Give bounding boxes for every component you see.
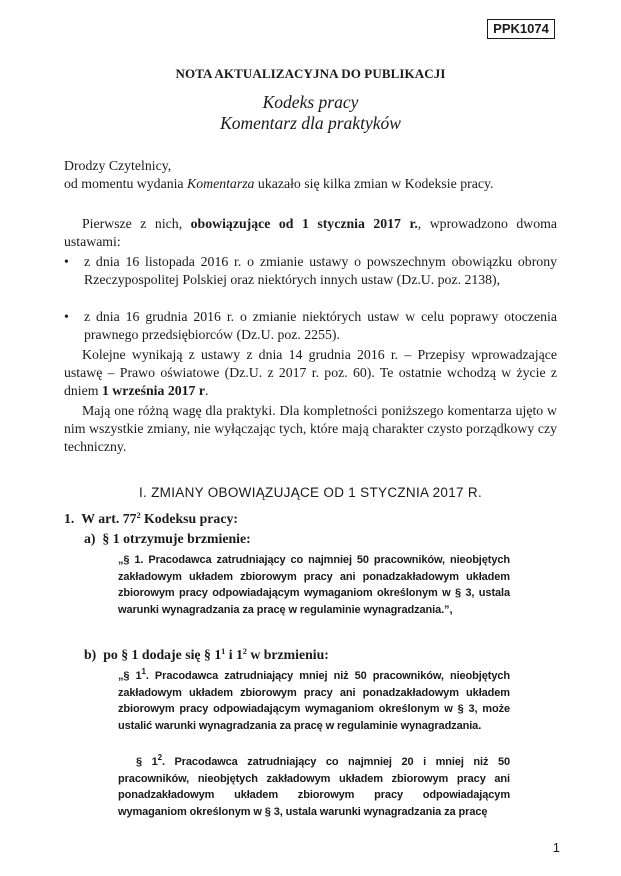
weight-paragraph: Mają one różną wagę dla praktyki. Dla kompletności poniższego komentarza ujęto w nim wszystkie zmiany, nie wyłączając tych, które mają charakter czysto porządkowy czy techniczny. xyxy=(64,403,557,454)
publication-code: PPK1074 xyxy=(487,19,555,39)
list-item-text: z dnia 16 grudnia 2016 r. o zmianie niektórych ustaw w celu poprawy otoczenia prawnego przedsiębiorców (Dz.U. poz. 2255). xyxy=(84,309,557,342)
section-heading: I. ZMIANY OBOWIĄZUJĄCE OD 1 STYCZNIA 2017 R. xyxy=(138,485,483,500)
next-changes-paragraph: Kolejne wynikają z ustawy z dnia 14 grudnia 2016 r. – Przepisy wprowadzające ustawę – Prawo oświatowe (Dz.U. z 2017 r. poz. 60). Te ostatnie wchodzą w życie z dniem 1 września 2017 r. xyxy=(64,347,557,398)
page-number: 1 xyxy=(552,840,560,855)
quoted-provision-1-1: „§ $1^1$. Pracodawca zatrudniający mniej niż 50 pracowników, nieobjętych zakładowym układem zbiorowym pracy ani ponadzakładowym układem zbiorowym pracy odpowiadającym wymaganiom określonym w § 3, może ustalić warunki wynagradzania za pracę w regulaminie wynagradzania. xyxy=(118,667,510,732)
quoted-provision-1-2: § $1^2$. Pracodawca zatrudniający co najmniej 20 i mniej niż 50 pracowników, nieobjętych zakładowym układem zbiorowym pracy ani ponadzakładowym układem zbiorowym pracy odpowiadającym wymaganiom określonym w § 3, ustala warunki wynagradzania za pracę xyxy=(118,753,510,818)
greeting: Drodzy Czytelnicy, xyxy=(64,158,172,173)
item-1a-heading: a) § 1 otrzymuje brzmienie: xyxy=(84,531,251,546)
item-1-heading: 1. W art. $77^2$ Kodeksu pracy: xyxy=(64,511,238,526)
bullet-icon: • xyxy=(64,309,69,324)
quoted-provision-1: „§ 1. Pracodawca zatrudniający co najmniej 50 pracowników, nieobjętych zakładowym układem zbiorowym pracy ani ponadzakładowym układem zbiorowym pracy odpowiadającym wymaganiom określonym w § 3, ustala warunki wynagradzania za pracę w regulaminie wynagradzania.”, xyxy=(118,554,510,616)
document-title: NOTA AKTUALIZACYJNA DO PUBLIKACJI xyxy=(175,66,446,81)
bullet-icon: • xyxy=(64,254,69,269)
book-title: Kodeks pracy xyxy=(262,92,359,112)
book-subtitle: Komentarz dla praktyków xyxy=(220,113,401,133)
first-changes-paragraph: Pierwsze z nich, obowiązujące od 1 stycznia 2017 r., wprowadzono dwoma ustawami: xyxy=(64,216,557,249)
list-item-text: z dnia 16 listopada 2016 r. o zmianie ustawy o powszechnym obowiązku obrony Rzeczypospolitej Polskiej oraz niektórych innych ustaw (Dz.U. poz. 2138), xyxy=(84,254,557,287)
item-1b-heading: b) po § 1 dodaje się § $1^1$ i $1^2$ w brzmieniu: xyxy=(84,647,329,662)
intro-line: od momentu wydania Komentarza ukazało się kilka zmian w Kodeksie pracy. xyxy=(64,176,494,191)
